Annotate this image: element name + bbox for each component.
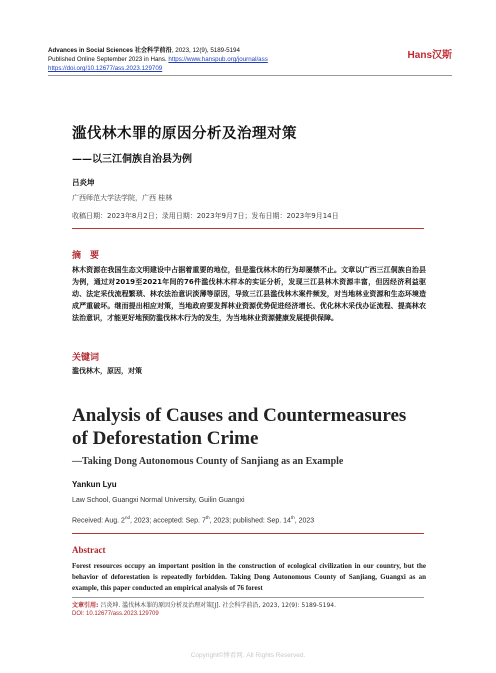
citation-text: 吕炎坤. 滥伐林木罪的原因分析及治理对策[J]. 社会科学前沿, 2023, 12(9): 5189-5194. — [100, 602, 336, 609]
section-divider-cn — [72, 228, 424, 229]
journal-issue: 2023, 12(9), 5189-5194 — [175, 47, 240, 54]
citation — [72, 601, 336, 610]
footer-doi: DOI: 10.12677/ass.2023.129709 — [72, 611, 159, 617]
author-cn: 吕炎坤 — [72, 178, 95, 187]
abstract-heading-cn: 摘 要 — [72, 251, 100, 261]
abstract-en: Forest resources occupy an important position in the construction of ecological civilization in our country, but the behavior of deforestation is repeatedly forbidden. Taking Dong Autonomous County of Sanjiang, Guangxi as an example, this paper conducted an empirical analysis of 76 forest — [72, 562, 426, 592]
abstract-cn: 林木资源在我国生态文明建设中占据着重要的地位，但是滥伐林木的行为却屡禁不止。文章以广西三江侗族自治县为例，通过对2019至2021年间的76件滥伐林木样本的实证分析，发现三江县林木资源丰富，但因经济利益驱动、法定采伐流程繁琐、林农法治意识淡薄等原因，导致三江县滥伐林木案件频发，对当地林业资源和生态环境造成严重破坏。继而提出相应对策，当地政府要发挥林业资源优势促进经济增长、优化林木采伐办证流程、提高林农法治意识，才能更好地预防滥伐林木行为的发生，为当地林业资源健康发展提供保障。 — [72, 266, 426, 323]
journal-name-en: Advances in Social Sciences — [48, 47, 133, 54]
abstract-heading-en: Abstract — [72, 545, 106, 555]
accepted-sup: th — [205, 515, 210, 520]
keywords-heading-cn: 关键词 — [72, 353, 100, 363]
footer-divider — [72, 597, 424, 598]
subtitle-en: —Taking Dong Autonomous County of Sanjiang as an Example — [72, 456, 344, 467]
accepted-date: , 2023; accepted: Sep. 7 — [129, 517, 206, 525]
journal-link[interactable]: https://www.hanspub.org/journal/ass — [168, 56, 268, 63]
header-divider — [48, 75, 452, 76]
doi-link[interactable]: https://doi.org/10.12677/ass.2023.129709 — [48, 65, 163, 72]
dates-cn: 收稿日期：2023年8月2日；录用日期：2023年9月7日；发布日期：2023年9月14日 — [72, 212, 339, 220]
published-prefix: Published Online September 2023 in Hans. — [48, 56, 167, 63]
keywords-cn: 滥伐林木，原因，对策 — [72, 367, 142, 375]
journal-line: Advances in Social Sciences 社会科学前沿, 2023, 12(9), 5189-5194 — [48, 47, 240, 54]
journal-header — [48, 46, 452, 73]
section-divider-en — [72, 533, 424, 534]
hans-logo: Hans汉斯 — [407, 50, 452, 61]
author-en: Yankun Lyu — [72, 480, 117, 489]
published-sup: th — [290, 515, 295, 520]
citation-label: 文章引用: — [72, 602, 99, 609]
title-cn: 滥伐林木罪的原因分析及治理对策 — [72, 126, 297, 142]
journal-name-cn: 社会科学前沿 — [134, 47, 172, 54]
affiliation-cn: 广西师范大学法学院，广西 桂林 — [72, 194, 173, 202]
received-sup: nd — [124, 515, 130, 520]
dates-end: , 2023 — [294, 517, 315, 525]
title-en: Analysis of Causes and Countermeasures of Deforestation Crime — [72, 405, 407, 449]
copyright-watermark: Copyright©博看网. All Rights Reserved. — [190, 652, 306, 659]
doi-line — [48, 64, 452, 73]
subtitle-cn: ——以三江侗族自治县为例 — [72, 154, 192, 165]
affiliation-en: Law School, Guangxi Normal University, Guilin Guangxi — [72, 497, 245, 504]
published-line — [48, 55, 452, 64]
received-date: Received: Aug. 2 — [72, 517, 125, 525]
dates-en — [72, 515, 314, 524]
published-date: , 2023; published: Sep. 14 — [209, 517, 291, 525]
